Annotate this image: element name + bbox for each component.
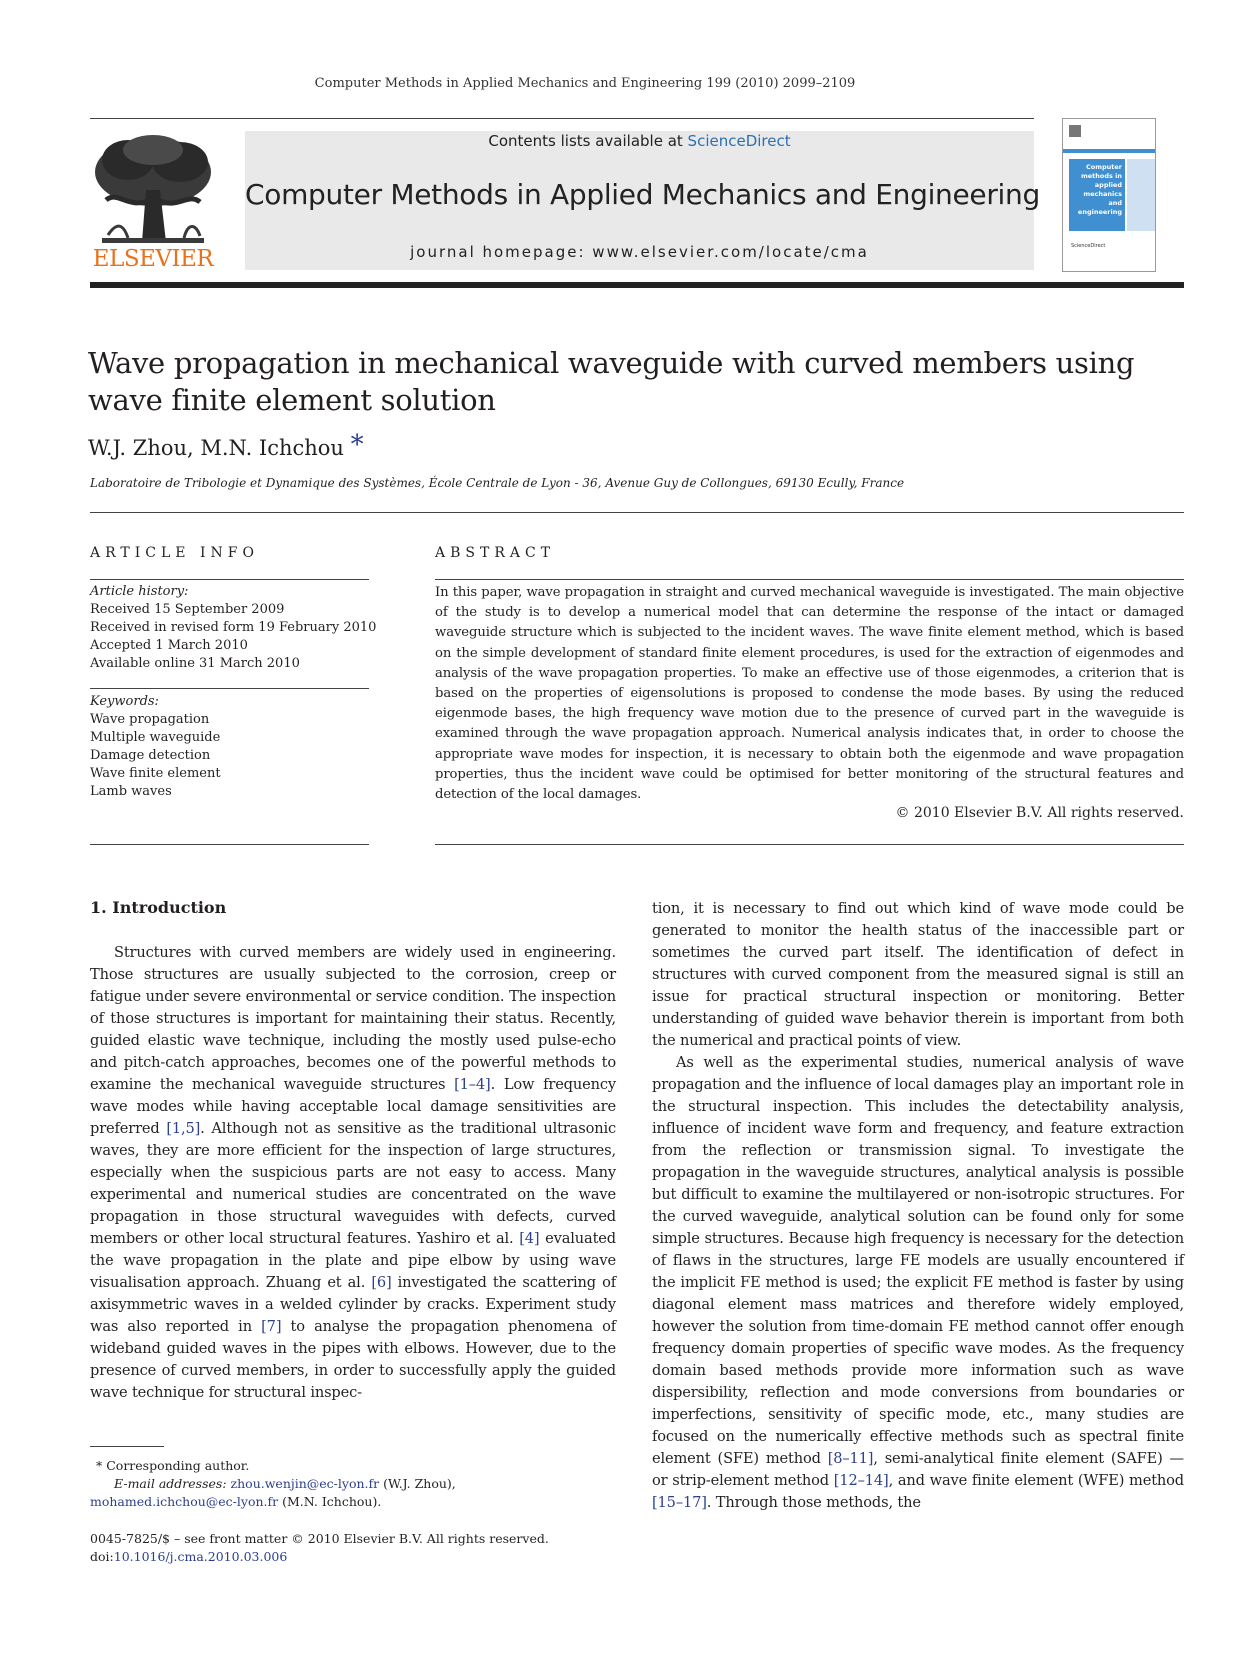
footnote-mark: * <box>96 1458 103 1473</box>
email-label: E-mail addresses: <box>114 1476 227 1491</box>
history-label: Article history: <box>90 584 189 599</box>
doi-link[interactable]: 10.1016/j.cma.2010.03.006 <box>113 1549 288 1564</box>
body-text: , and wave finite element (WFE) method <box>888 1472 1184 1489</box>
article-history <box>90 583 376 673</box>
journal-cover-thumbnail[interactable] <box>1062 118 1156 272</box>
footnote-corresponding-text: Corresponding author. <box>106 1458 250 1473</box>
contents-line <box>245 132 1034 150</box>
body-text: . Through those methods, the <box>706 1494 921 1511</box>
body-text: As well as the experimental studies, numerical analysis of wave propagation and the influence of local damages play an important role in the structural inspection. This includes the detectability analysis, influence of incident wave form and frequency, and feature extraction from the reflection or transmission signal. To investigate the propagation in the waveguide structures, analytical analysis is possible but difficult to examine the multilayered or non-isotropic structures. For the curved waveguide, analytical solution can be found only for some simple structures. Because high frequency is necessary for the detection of flaws in the structures, large FE models are usually encountered if the implicit FE method is used; the explicit FE method is faster by using diagonal element mass matrices and therefore widely employed, however the solution from time-domain FE method cannot offer enough frequency domain properties of specific wave modes. As the frequency domain based methods provide more information such as wave dispersibility, reflection and mode conversions from boundaries or imperfections, sensitivity of specific mode, etc., many studies are focused on the numerically effective methods such as spectral finite element (SFE) method <box>652 1054 1184 1467</box>
cover-title-line: Computer <box>1085 163 1122 171</box>
email-owner: (W.J. Zhou), <box>383 1476 456 1491</box>
citation-link[interactable]: [6] <box>371 1274 392 1291</box>
top-rule <box>90 118 1034 119</box>
citation-link[interactable]: [1–4] <box>454 1076 491 1093</box>
elsevier-wordmark: ELSEVIER <box>92 246 214 272</box>
body-column-right <box>652 898 1184 1514</box>
body-text: investigated the scattering of axisymmetric waves in a welded cylinder by cracks. Experiment study was also reported in <box>90 1274 617 1335</box>
abstract-copyright: © 2010 Elsevier B.V. All rights reserved. <box>895 805 1184 821</box>
citation-link[interactable]: [15–17] <box>652 1494 707 1511</box>
affiliation: Laboratoire de Tribologie et Dynamique des Systèmes, École Centrale de Lyon - 36, Avenue Guy de Collongues, 69130 Ecully, France <box>90 476 905 490</box>
email-link-zhou[interactable]: zhou.wenjin@ec-lyon.fr <box>230 1476 380 1491</box>
email-link-ichchou[interactable]: mohamed.ichchou@ec-lyon.fr <box>90 1494 279 1509</box>
citation-link[interactable]: [12–14] <box>833 1472 889 1489</box>
keyword-item: Lamb waves <box>90 784 172 799</box>
body-text: . Low frequency wave modes while having acceptable local damage sensitivities are preferred <box>90 1076 616 1137</box>
doi-line <box>90 1548 549 1566</box>
section-heading-introduction: 1. Introduction <box>90 898 227 917</box>
keyword-item: Wave propagation <box>90 712 210 727</box>
citation-link[interactable]: [4] <box>519 1230 540 1247</box>
history-item: Received in revised form 19 February 2010 <box>90 620 377 635</box>
body-text: to analyse the propagation phenomena of wideband guided waves in the pipes with elbows. However, due to the presence of curved members, in order to successfully apply the guided wave technique for structural inspec- <box>90 1318 616 1401</box>
abstract-rule-bottom <box>435 844 1184 845</box>
article-info-heading: ARTICLE INFO <box>90 545 259 561</box>
keywords <box>90 693 221 801</box>
article-title: Wave propagation in mechanical waveguide with curved members using wave finite element solution <box>88 346 1135 417</box>
abstract-text: In this paper, wave propagation in straight and curved mechanical waveguide is investigated. The main objective of the study is to develop a numerical model that can determine the response of the intact or damaged waveguide structure which is subjected to the incident waves. The wave finite element method, which is based on the simple development of standard finite element procedures, is used for the extraction of eigenmodes and analysis of the wave propagation properties. To make an effective use of those eigenmodes, a criterion that is based on the properties of eigensolutions is proposed to condense the mode bases. By using the reduced eigenmode bases, the high frequency wave motion due to the presence of curved part in the waveguide is examined through the wave propagation approach. Numerical analysis indicates that, in order to choose the appropriate wave modes for inspection, it is necessary to obtain both the eigenmode and wave propagation properties, thus the incident wave could be optimised for better monitoring of the structural features and detection of the local damages. <box>435 585 1184 803</box>
body-text: evaluated the wave propagation in the plate and pipe elbow by using wave visualisation approach. Zhuang et al. <box>90 1230 616 1291</box>
author-list <box>88 430 364 466</box>
keywords-label: Keywords: <box>90 694 159 709</box>
keyword-item: Damage detection <box>90 748 211 763</box>
article-info-rule-top <box>90 579 369 580</box>
cover-pale-block <box>1127 159 1155 231</box>
article-info-rule-middle <box>90 688 369 689</box>
cover-accent-strip <box>1063 149 1155 153</box>
body-text: Structures with curved members are widely used in engineering. Those structures are usually subjected to the corrosion, creep or fatigue under severe environmental or service condition. The inspection of those structures is important for maintaining their status. Recently, guided elastic wave technique, including the mostly used pulse-echo and pitch-catch approaches, becomes one of the powerful methods to examine the mechanical waveguide structures <box>90 944 616 1093</box>
intro-paragraph-2 <box>652 1052 1184 1514</box>
cover-title-line: mechanics <box>1083 190 1122 198</box>
citation-link[interactable]: [7] <box>261 1318 282 1335</box>
history-item: Accepted 1 March 2010 <box>90 638 248 653</box>
cover-title-text <box>1078 163 1122 217</box>
masthead-rule <box>90 282 1184 288</box>
elsevier-logo[interactable] <box>88 130 218 275</box>
doi-label: doi: <box>90 1549 114 1564</box>
journal-homepage[interactable]: journal homepage: www.elsevier.com/locate/cma <box>410 243 869 261</box>
corresponding-author-mark[interactable]: * <box>350 430 364 460</box>
abstract-heading: ABSTRACT <box>435 545 556 561</box>
intro-paragraph-1 <box>90 942 616 1404</box>
article-info-rule-bottom <box>90 844 369 845</box>
author-names: W.J. Zhou, M.N. Ichchou <box>88 436 344 460</box>
history-item: Available online 31 March 2010 <box>90 656 300 671</box>
footnote-corresponding <box>90 1457 456 1475</box>
email-owner: (M.N. Ichchou). <box>282 1494 382 1509</box>
cover-title-line: methods in <box>1080 172 1122 180</box>
cover-logo-icon <box>1069 125 1081 137</box>
cover-title-line: applied <box>1094 181 1122 189</box>
sciencedirect-link[interactable]: ScienceDirect <box>687 132 791 150</box>
cover-title-line: engineering <box>1077 208 1122 216</box>
footnote <box>90 1457 456 1511</box>
front-matter <box>90 1530 549 1566</box>
keyword-item: Multiple waveguide <box>90 730 221 745</box>
keyword-item: Wave finite element <box>90 766 221 781</box>
cover-blue-block <box>1069 159 1125 231</box>
citation-link[interactable]: [8–11] <box>827 1450 874 1467</box>
contents-prefix: Contents lists available at <box>488 132 688 150</box>
footnote-rule <box>90 1446 164 1447</box>
footnote-emails <box>90 1475 456 1493</box>
citation-link[interactable]: [1,5] <box>166 1120 201 1137</box>
history-item: Received 15 September 2009 <box>90 602 285 617</box>
intro-paragraph-1-continued: tion, it is necessary to find out which kind of wave mode could be generated to monitor the health status of the inaccessible part or sometimes the curved part itself. The identification of defect in structures with curved component from the measured signal is still an issue for practical structural inspection or monitoring. Better understanding of guided wave behavior therein is important from both the numerical and practical points of view. <box>652 900 1184 1049</box>
body-text: , semi-analytical finite element (SAFE) — or strip-element method <box>652 1450 1184 1489</box>
issn-line: 0045-7825/$ – see front matter © 2010 Elsevier B.V. All rights reserved. <box>90 1531 549 1546</box>
abstract-rule-top <box>435 579 1184 580</box>
body-column-left <box>90 942 616 1404</box>
journal-name: Computer Methods in Applied Mechanics and Engineering <box>245 178 1040 211</box>
cover-title-line: and <box>1108 199 1122 207</box>
body-text: . Although not as sensitive as the traditional ultrasonic waves, they are more efficient for the inspection of large structures, especially when the suspicious parts are not easy to access. Many experimental and numerical studies are concentrated on the wave propagation in those structural waveguides with defects, curved members or other local structural features. Yashiro et al. <box>90 1120 616 1247</box>
affiliation-rule <box>90 512 1184 513</box>
cover-brand: ScienceDirect <box>1071 243 1106 249</box>
running-head: Computer Methods in Applied Mechanics and Engineering 199 (2010) 2099–2109 <box>314 76 856 91</box>
footnote-emails-line2 <box>90 1493 456 1511</box>
